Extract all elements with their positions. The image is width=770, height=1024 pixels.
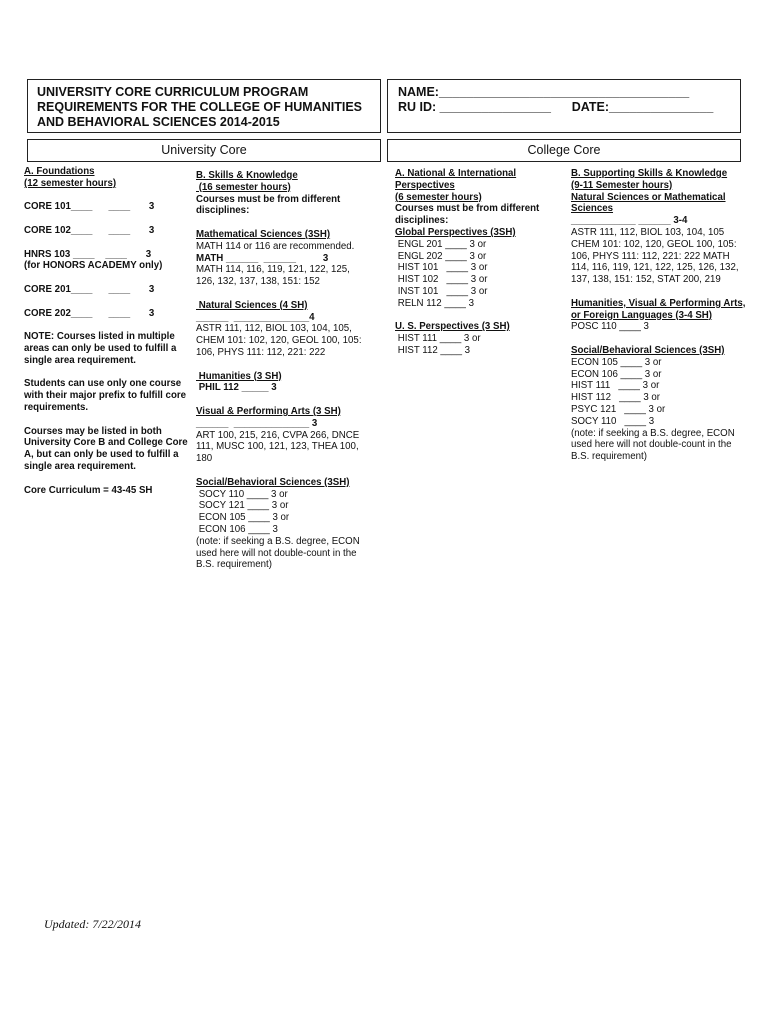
national-hours: (6 semester hours) (395, 191, 482, 203)
social-line[interactable]: ECON 106 ____ 3 (196, 523, 278, 535)
name-field[interactable]: NAME:____________________________________ (398, 85, 690, 99)
supporting-soc-note: (note: if seeking a B.S. degree, ECON used here will not double-count in the B.S. requirement) (571, 427, 735, 463)
global-line[interactable]: HIST 102 ____ 3 or (395, 274, 488, 286)
skills-column (196, 170, 371, 571)
core-total: Core Curriculum = 43-45 SH (24, 484, 153, 496)
date-field[interactable]: DATE:_______________ (571, 100, 714, 114)
social-line[interactable]: SOCY 121 ____ 3 or (196, 500, 289, 512)
vpa-line[interactable]: ______ ______________ 3 (196, 417, 318, 429)
global-line[interactable]: HIST 101 ____ 3 or (395, 262, 488, 274)
natural-sciences-line[interactable]: ______ ______________4 (196, 311, 315, 323)
global-line[interactable]: ENGL 201 ____ 3 or (395, 238, 487, 250)
supporting-nat-title: Natural Sciences or Mathematical Sciences (571, 191, 726, 215)
supporting-soc-line[interactable]: PSYC 121 ____ 3 or (571, 403, 666, 415)
skills-hours: (16 semester hours) (196, 181, 291, 193)
supporting-soc-line[interactable]: ECON 106 ____ 3 or (571, 368, 662, 380)
supporting-soc-line[interactable]: SOCY 110 ____ 3 (571, 415, 655, 427)
us-line[interactable]: HIST 111 ____ 3 or (395, 333, 481, 345)
core-202-line[interactable]: CORE 202____ ____ 3 (24, 307, 155, 319)
skills-title: B. Skills & Knowledge (196, 170, 298, 181)
global-title: Global Perspectives (3SH) (395, 226, 516, 238)
multiple-areas-note: NOTE: Courses listed in multiple areas can only be used to fulfill a single area requirement. (24, 331, 177, 366)
supporting-soc-title: Social/Behavioral Sciences (3SH) (571, 344, 725, 356)
social-title: Social/Behavioral Sciences (3SH) (196, 476, 350, 488)
program-title-line: AND BEHAVIORAL SCIENCES 2014-2015 (37, 115, 280, 129)
foundations-column (24, 166, 194, 496)
math-title: Mathematical Sciences (3SH) (196, 228, 331, 240)
supporting-nat-line[interactable]: ____________ ______ 3-4 (571, 215, 688, 227)
natural-sciences-title: Natural Sciences (4 SH) (196, 299, 308, 311)
foundations-hours: (12 semester hours) (24, 177, 117, 189)
updated-label: Updated (44, 917, 86, 931)
program-title-line: UNIVERSITY CORE CURRICULUM PROGRAM (37, 85, 309, 99)
core-b-note: Courses may be listed in both University Core B and College Core A, but can only be used to fulfill a single area requirement. (24, 425, 188, 472)
national-diff-note: Courses must be from different disciplines: (395, 203, 540, 227)
us-line[interactable]: HIST 112 ____ 3 (395, 344, 471, 356)
hnrs-note: (for HONORS ACADEMY only) (24, 260, 163, 272)
program-title-box (27, 79, 381, 133)
major-prefix-note: Students can use only one course with their major prefix to fulfill core requirements. (24, 378, 187, 413)
humanities-title: Humanities (3 SH) (196, 370, 282, 382)
math-line[interactable]: MATH ______ ______ 3 (196, 252, 329, 264)
national-title: A. National & International Perspectives (395, 168, 517, 191)
updated-date (44, 917, 141, 932)
program-title-line: REQUIREMENTS FOR THE COLLEGE OF HUMANITIES (37, 100, 363, 114)
global-line[interactable]: RELN 112 ____ 3 (395, 297, 474, 309)
skills-diff-note: Courses must be from different disciplines: (196, 193, 341, 217)
updated-value: : 7/22/2014 (85, 917, 141, 931)
social-line[interactable]: SOCY 110 ____ 3 or (196, 488, 288, 500)
supporting-hours: (9-11 Semester hours) (571, 179, 673, 191)
core-101-line[interactable]: CORE 101____ ____ 3 (24, 201, 155, 213)
natural-sciences-list: ASTR 111, 112, BIOL 103, 104, 105, CHEM 101: 102, 120, GEOL 100, 105: 106, PHYS 111: 112, 221: 222 (196, 323, 362, 358)
core-201-line[interactable]: CORE 201____ ____ 3 (24, 283, 155, 295)
university-core-heading: University Core (27, 139, 381, 162)
foundations-title: A. Foundations (24, 166, 95, 177)
hnrs-103-line[interactable]: HNRS 103 ____ ____ 3 (24, 248, 152, 260)
vpa-list: ART 100, 215, 216, CVPA 266, DNCE 111, MUSC 100, 121, 123, THEA 100, 180 (196, 429, 360, 465)
us-title: U. S. Perspectives (3 SH) (395, 321, 510, 333)
supporting-soc-line[interactable]: HIST 111 ____ 3 or (571, 380, 660, 392)
math-recommend: MATH 114 or 116 are recommended. (196, 240, 355, 252)
supporting-soc-line[interactable]: ECON 105 ____ 3 or (571, 356, 662, 368)
social-note: (note: if seeking a B.S. degree, ECON used here will not double-count in the B.S. requirement) (196, 535, 360, 571)
college-a-column (395, 168, 565, 357)
ruid-field[interactable]: RU ID: ________________ (398, 100, 551, 114)
supporting-title: B. Supporting Skills & Knowledge (571, 168, 728, 179)
supporting-hum-title: Humanities, Visual & Performing Arts, or Foreign Languages (3-4 SH) (571, 297, 746, 321)
college-b-column (571, 168, 746, 463)
college-core-heading: College Core (387, 139, 741, 162)
vpa-title: Visual & Performing Arts (3 SH) (196, 405, 341, 417)
student-info-box (387, 79, 741, 133)
global-line[interactable]: ENGL 202 ____ 3 or (395, 250, 487, 262)
supporting-nat-list: ASTR 111, 112, BIOL 103, 104, 105 CHEM 101: 102, 120, GEOL 100, 105: 106, PHYS 111: 112, 221: 222 MATH 114, 116, 119, 121, 122, 125, 126, 132, 137, 138, 151: 152, STAT 200, 219 (571, 226, 739, 286)
social-line[interactable]: ECON 105 ____ 3 or (196, 512, 290, 524)
core-102-line[interactable]: CORE 102____ ____ 3 (24, 224, 155, 236)
global-line[interactable]: INST 101 ____ 3 or (395, 285, 488, 297)
math-list: MATH 114, 116, 119, 121, 122, 125, 126, 132, 137, 138, 151: 152 (196, 264, 350, 288)
supporting-soc-line[interactable]: HIST 112 ____ 3 or (571, 392, 661, 404)
humanities-line[interactable]: PHIL 112 _____ 3 (196, 382, 277, 394)
supporting-hum-line[interactable]: POSC 110 ____ 3 (571, 321, 649, 333)
